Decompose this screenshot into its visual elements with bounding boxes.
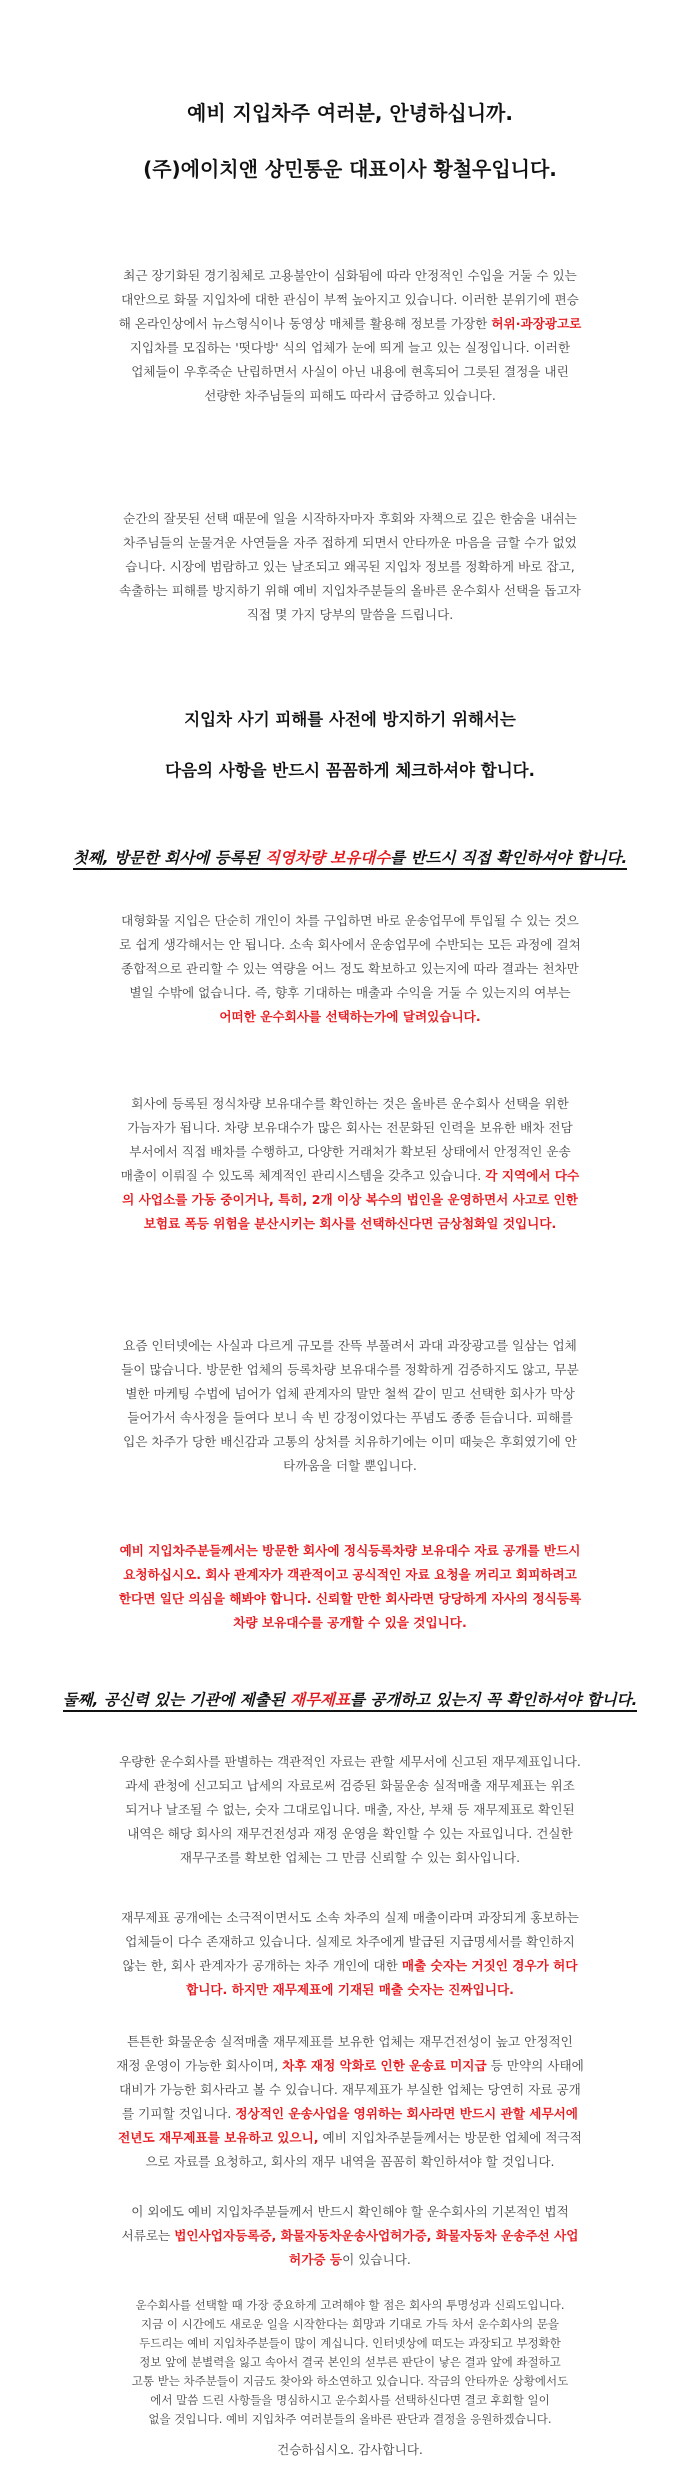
intro-paragraph-1: 최근 장기화된 경기침체로 고용불안이 심화됨에 따라 안정적인 수입을 거둘 수 있는 대안으로 화물 지입차에 대한 관심이 부쩍 높아지고 있습니다. 이러한 분위기에 편승 해 온라인상에서 뉴스형식이나 동영상 매체를 활용해 정보를 가장한 허위·과장광고로 지입차를 모집하는 '떳다방' 식의 업체가 눈에 띄게 늘고 있는 실정입니다. 이러한 업체들이 우후죽순 난립하면서 사실이 아닌 내용에 현혹되어 그릇된 결정을 내린 선량한 차주님들의 피해도 따라서 급증하고 있습니다. xyxy=(118,268,582,403)
false-ad-highlight: 허위·과장광고로 xyxy=(491,316,582,331)
section-2-title: 둘째, 공신력 있는 기관에 제출된 재무제표를 공개하고 있는지 꼭 확인하셔야 합니다. xyxy=(0,1688,700,1710)
closing-line: 건승하십시오. 감사합니다. xyxy=(277,2442,423,2457)
section-2-paragraph-2: 재무제표 공개에는 소극적이면서도 소속 차주의 실제 매출이라며 과장되게 홍보하는 업체들이 다수 존재하고 있습니다. 실제로 차주에게 발급된 지급명세서를 확인하지 않는 한, 회사 관계자가 공개하는 차주 개인에 대한 매출 숫자는 거짓인 경우가 허다 합니다. 하지만 재무제표에 기재된 매출 숫자는 진짜입니다. xyxy=(121,1910,579,1997)
section-1-paragraph-2: 회사에 등록된 정식차량 보유대수를 확인하는 것은 올바른 운수회사 선택을 위한 가늠자가 됩니다. 차량 보유대수가 많은 회사는 전문화된 인력을 보유한 배차 전담 부서에서 직접 배차를 수행하고, 다양한 거래처가 확보된 상태에서 안정적인 운송 매출이 이뤄질 수 있도록 체계적인 관리시스템을 갖추고 있습니다. 각 지역에서 다수 의 사업소를 가동 중이거나, 특히, 2개 이상 복수의 법인을 운영하면서 사고로 인한 보험료 폭등 위험을 분산시키는 회사를 선택하신다면 금상첨화일 것입니다. xyxy=(120,1096,580,1231)
greeting-line-1: 예비 지입차주 여러분, 안녕하십니까. xyxy=(187,101,513,125)
section-2-paragraph-4: 이 외에도 예비 지입차주분들께서 반드시 확인해야 할 운수회사의 기본적인 법적 서류로는 법인사업자등록증, 화물자동차운송사업허가증, 화물자동차 운송주선 사업 허가증 등이 있습니다. xyxy=(121,2204,579,2267)
notice-line-1: 지입차 사기 피해를 사전에 방지하기 위해서는 xyxy=(184,710,516,729)
section-1-paragraph-1: 대형화물 지입은 단순히 개인이 차를 구입하면 바로 운송업무에 투입될 수 있는 것으 로 쉽게 생각해서는 안 됩니다. 소속 회사에서 운송업무에 수반되는 모든 과정에 걸쳐 종합적으로 관리할 수 있는 역량을 어느 정도 확보하고 있는지에 따라 결과는 천차만 별일 수밖에 없습니다. 즉, 향후 기대하는 매출과 수익을 거둘 수 있는지의 여부는 어떠한 운수회사를 선택하는가에 달려있습니다. xyxy=(119,913,581,1024)
section-2-paragraph-1: 우량한 운수회사를 판별하는 객관적인 자료는 관할 세무서에 신고된 재무제표입니다. 과세 관청에 신고되고 납세의 자료로써 검증된 화물운송 실적매출 재무제표는 위조 되거나 날조될 수 없는, 숫자 그대로입니다. 매출, 자산, 부채 등 재무제표로 확인된 내역은 해당 회사의 재무건전성과 재정 운영을 확인할 수 있는 자료입니다. 건실한 재무구조를 확보한 업체는 그 만큼 신뢰할 수 있는 회사입니다. xyxy=(119,1754,581,1865)
greeting-line-2: (주)에이치앤 상민통운 대표이사 황철우입니다. xyxy=(143,157,557,181)
notice-line-2: 다음의 사항을 반드시 꼼꼼하게 체크하셔야 합니다. xyxy=(165,761,535,780)
section-2-paragraph-3: 튼튼한 화물운송 실적매출 재무제표를 보유한 업체는 재무건전성이 높고 안정적인 재정 운영이 가능한 회사이며, 차후 재정 악화로 인한 운송료 미지급 등 만약의 사태에 대비가 가능한 회사라고 볼 수 있습니다. 재무제표가 부실한 업체는 당연히 자료 공개 를 기피할 것입니다. 정상적인 운송사업을 영위하는 회사라면 반드시 관할 세무서에 전년도 재무제표를 보유하고 있으니, 예비 지입차주분들께서는 방문한 업체에 적극적 으로 자료를 요청하고, 회사의 재무 내역을 꼼꼼히 확인하셔야 할 것입니다. xyxy=(116,2034,584,2169)
section-1-paragraph-3: 요즘 인터넷에는 사실과 다르게 규모를 잔뜩 부풀려서 과대 과장광고를 일삼는 업체 들이 많습니다. 방문한 업체의 등록차량 보유대수를 정확하게 검증하지도 않고, 무분 별한 마케팅 수법에 넘어가 업체 관계자의 말만 철썩 같이 믿고 선택한 회사가 막상 들어가서 속사정을 들여다 보니 속 빈 강정이었다는 푸념도 종종 듣습니다. 피해를 입은 차주가 당한 배신감과 고통의 상처를 치유하기에는 이미 때늦은 후회였기에 안 타까움을 더할 뿐입니다. xyxy=(121,1338,579,1473)
intro-paragraph-2: 순간의 잘못된 선택 때문에 일을 시작하자마자 후회와 자책으로 깊은 한숨을 내쉬는 차주님들의 눈물겨운 사연들을 자주 접하게 되면서 안타까운 마음을 금할 수가 없었 습니다. 시장에 범람하고 있는 날조되고 왜곡된 지입차 정보를 정확하게 바로 잡고, 속출하는 피해를 방지하기 위해 예비 지입차주분들의 올바른 운수회사 선택을 돕고자 직접 몇 가지 당부의 말씀을 드립니다. xyxy=(119,511,581,622)
section-1-title: 첫째, 방문한 회사에 등록된 직영차량 보유대수를 반드시 직접 확인하셔야 합니다. xyxy=(0,846,700,868)
section-1-paragraph-4: 예비 지입차주분들께서는 방문한 회사에 정식등록차량 보유대수 자료 공개를 반드시 요청하십시오. 회사 관계자가 객관적이고 공식적인 자료 요청을 꺼리고 회피하려고 한다면 일단 의심을 해봐야 합니다. 신뢰할 만한 회사라면 당당하게 자사의 정식등록 차량 보유대수를 공개할 수 있을 것입니다. xyxy=(118,1543,582,1630)
section-2-paragraph-5: 운수회사를 선택할 때 가장 중요하게 고려해야 할 점은 회사의 투명성과 신뢰도입니다. 지금 이 시간에도 새로운 일을 시작한다는 희망과 기대로 가득 차서 운수회사의 문을 두드리는 예비 지입차주분들이 많이 계십니다. 인터넷상에 떠도는 과장되고 부정확한 정보 앞에 분별력을 잃고 속아서 결국 본인의 섣부른 판단이 낳은 결과 앞에 좌절하고 고통 받는 차주분들이 지금도 찾아와 하소연하고 있습니다. 작금의 안타까운 상황에서도 에서 말씀 드린 사항들을 명심하시고 운수회사를 선택하신다면 결코 후회할 일이 없을 것입니다. 예비 지입차주 여러분들의 올바른 판단과 결정을 응원하겠습니다. xyxy=(131,2298,569,2426)
